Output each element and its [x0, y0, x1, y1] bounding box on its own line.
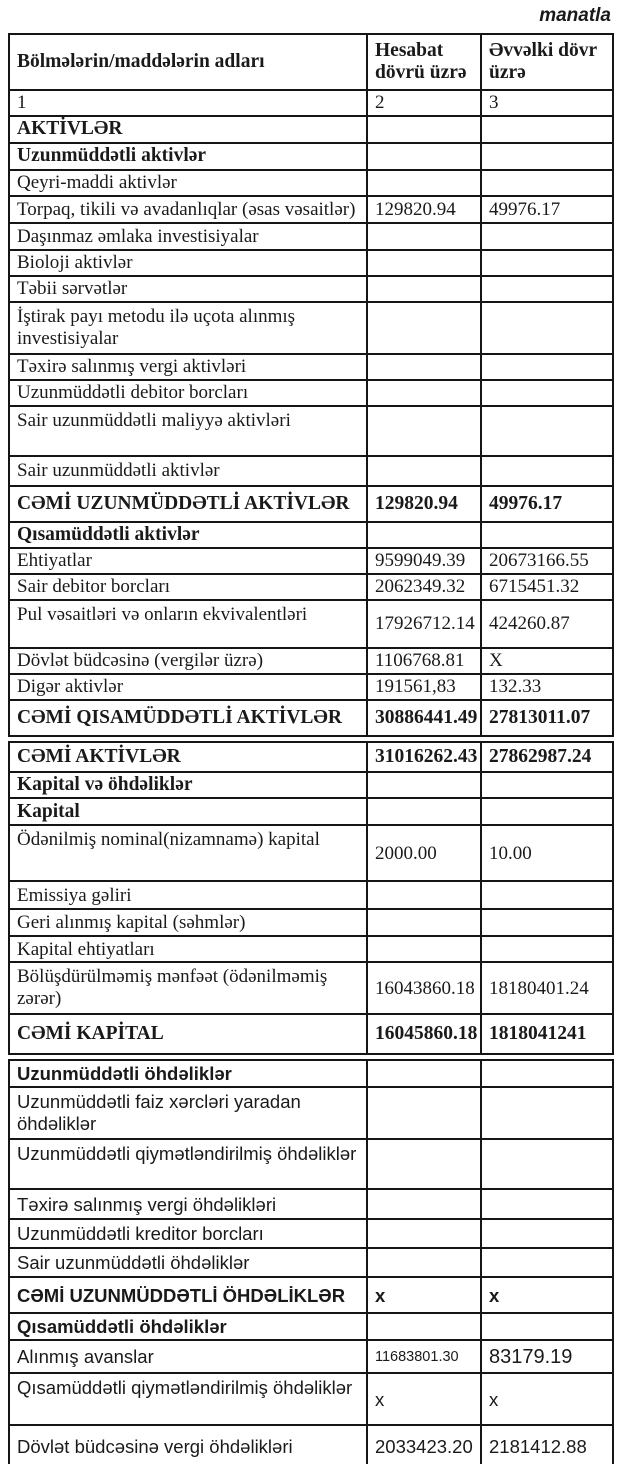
- row-label: CƏMİ KAPİTAL: [9, 1014, 367, 1054]
- value-previous-period: 20673166.55: [481, 548, 613, 574]
- value-previous-period: [481, 223, 613, 250]
- value-previous-period: [481, 909, 613, 936]
- table-row: [9, 380, 613, 406]
- table-row: [9, 170, 613, 196]
- row-label: Uzunmüddətli debitor borcları: [9, 380, 367, 406]
- capital-table: [8, 741, 614, 1055]
- row-label: Torpaq, tikili və avadanlıqlar (əsas vəsaitlər): [9, 196, 367, 223]
- row-label: Kapital: [9, 798, 367, 825]
- row-label: Daşınmaz əmlaka investisiyalar: [9, 223, 367, 250]
- value-previous-period: [481, 1219, 613, 1248]
- row-label: Sair uzunmüddətli aktivlər: [9, 456, 367, 486]
- value-previous-period: [481, 1189, 613, 1219]
- value-current-period: [367, 250, 481, 276]
- row-label: Uzunmüddətli öhdəliklər: [9, 1060, 367, 1087]
- value-previous-period: 49976.17: [481, 486, 613, 522]
- table-row: [9, 962, 613, 1014]
- value-current-period: 16043860.18: [367, 962, 481, 1014]
- table-row: [9, 772, 613, 798]
- value-previous-period: 132.33: [481, 674, 613, 700]
- table-row: [9, 881, 613, 909]
- row-label: Geri alınmış kapital (səhmlər): [9, 909, 367, 936]
- value-current-period: [367, 170, 481, 196]
- value-current-period: [367, 116, 481, 143]
- value-previous-period: [481, 1139, 613, 1189]
- column-number-1: 1: [9, 90, 367, 116]
- row-label: Uzunmüddətli aktivlər: [9, 143, 367, 170]
- value-current-period: [367, 276, 481, 302]
- table-row: [9, 456, 613, 486]
- value-current-period: [367, 772, 481, 798]
- value-current-period: 30886441.49: [367, 700, 481, 736]
- row-label: Uzunmüddətli kreditor borcları: [9, 1219, 367, 1248]
- value-previous-period: 83179.19: [481, 1340, 613, 1373]
- table-row: [9, 1340, 613, 1373]
- value-previous-period: [481, 798, 613, 825]
- row-label: Uzunmüddətli faiz xərcləri yaradan öhdəliklər: [9, 1087, 367, 1139]
- row-label: Digər aktivlər: [9, 674, 367, 700]
- value-previous-period: [481, 1060, 613, 1087]
- table-row: [9, 276, 613, 302]
- table-row: [9, 1060, 613, 1087]
- value-current-period: [367, 909, 481, 936]
- row-label: Bioloji aktivlər: [9, 250, 367, 276]
- table-row: [9, 143, 613, 170]
- value-current-period: [367, 406, 481, 456]
- value-previous-period: 49976.17: [481, 196, 613, 223]
- row-label: Dövlət büdcəsinə vergi öhdəlikləri: [9, 1425, 367, 1464]
- table-row: [9, 196, 613, 223]
- table-header-row: [9, 34, 613, 90]
- value-previous-period: [481, 380, 613, 406]
- value-previous-period: 6715451.32: [481, 574, 613, 600]
- value-current-period: [367, 380, 481, 406]
- value-previous-period: [481, 881, 613, 909]
- row-label: Pul vəsaitləri və onların ekvivalentləri: [9, 600, 367, 648]
- value-previous-period: x: [481, 1373, 613, 1425]
- value-current-period: [367, 798, 481, 825]
- value-current-period: 1106768.81: [367, 648, 481, 674]
- table-row: [9, 825, 613, 881]
- value-current-period: 11683801.30: [367, 1340, 481, 1373]
- row-label: Təbii sərvətlər: [9, 276, 367, 302]
- row-label: Emissiya gəliri: [9, 881, 367, 909]
- table-row: [9, 574, 613, 600]
- table-row: [9, 1139, 613, 1189]
- value-current-period: 16045860.18: [367, 1014, 481, 1054]
- row-label: Ödənilmiş nominal(nizamnamə) kapital: [9, 825, 367, 881]
- table-row: [9, 1087, 613, 1139]
- value-current-period: [367, 223, 481, 250]
- row-label: CƏMİ AKTİVLƏR: [9, 742, 367, 772]
- row-label: Qeyri-maddi aktivlər: [9, 170, 367, 196]
- value-current-period: 129820.94: [367, 486, 481, 522]
- row-label: Təxirə salınmış vergi öhdəlikləri: [9, 1189, 367, 1219]
- table-row: [9, 548, 613, 574]
- liabilities-table-body: [9, 1060, 613, 1464]
- table-row: [9, 936, 613, 962]
- value-previous-period: [481, 456, 613, 486]
- value-previous-period: X: [481, 648, 613, 674]
- table-row: [9, 522, 613, 548]
- column-number-3: 3: [481, 90, 613, 116]
- header-section-names: Bölmələrin/maddələrin adları: [9, 34, 367, 90]
- value-current-period: [367, 1060, 481, 1087]
- value-current-period: [367, 143, 481, 170]
- table-row: [9, 1277, 613, 1313]
- value-previous-period: [481, 250, 613, 276]
- value-previous-period: 424260.87: [481, 600, 613, 648]
- row-label: Təxirə salınmış vergi aktivləri: [9, 354, 367, 380]
- value-current-period: [367, 302, 481, 354]
- column-number-2: 2: [367, 90, 481, 116]
- table-row: [9, 302, 613, 354]
- row-label: Kapital ehtiyatları: [9, 936, 367, 962]
- value-previous-period: [481, 116, 613, 143]
- value-current-period: 2062349.32: [367, 574, 481, 600]
- header-previous-period: Əvvəlki dövr üzrə: [481, 34, 613, 90]
- value-current-period: 9599049.39: [367, 548, 481, 574]
- balance-sheet-document: [8, 33, 612, 1464]
- table-row: [9, 1189, 613, 1219]
- value-current-period: 129820.94: [367, 196, 481, 223]
- table-row: [9, 700, 613, 736]
- value-current-period: [367, 1219, 481, 1248]
- value-previous-period: [481, 302, 613, 354]
- row-label: AKTİVLƏR: [9, 116, 367, 143]
- table-row: [9, 1373, 613, 1425]
- table-row: [9, 1248, 613, 1277]
- table-row: [9, 674, 613, 700]
- value-current-period: x: [367, 1277, 481, 1313]
- value-current-period: [367, 1139, 481, 1189]
- value-current-period: [367, 522, 481, 548]
- row-label: Ehtiyatlar: [9, 548, 367, 574]
- row-label: Qısamüddətli aktivlər: [9, 522, 367, 548]
- value-previous-period: 27862987.24: [481, 742, 613, 772]
- table-row: [9, 1219, 613, 1248]
- table-row: [9, 250, 613, 276]
- assets-table: [8, 33, 614, 737]
- value-current-period: [367, 936, 481, 962]
- row-label: İştirak payı metodu ilə uçota alınmış investisiyalar: [9, 302, 367, 354]
- value-current-period: [367, 1189, 481, 1219]
- row-label: Qısamüddətli qiymətləndirilmiş öhdəliklər: [9, 1373, 367, 1425]
- row-label: Kapital və öhdəliklər: [9, 772, 367, 798]
- table-row: [9, 600, 613, 648]
- table-row: [9, 223, 613, 250]
- row-label: CƏMİ UZUNMÜDDƏTLİ ÖHDƏLİKLƏR: [9, 1277, 367, 1313]
- value-previous-period: [481, 936, 613, 962]
- value-previous-period: [481, 354, 613, 380]
- row-label: Alınmış avanslar: [9, 1340, 367, 1373]
- row-label: CƏMİ UZUNMÜDDƏTLİ AKTİVLƏR: [9, 486, 367, 522]
- value-current-period: 191561,83: [367, 674, 481, 700]
- table-row: [9, 909, 613, 936]
- value-previous-period: [481, 276, 613, 302]
- value-previous-period: 18180401.24: [481, 962, 613, 1014]
- liabilities-table: [8, 1059, 614, 1464]
- value-previous-period: 27813011.07: [481, 700, 613, 736]
- table-row: [9, 1014, 613, 1054]
- value-current-period: [367, 1087, 481, 1139]
- table-row: [9, 116, 613, 143]
- value-previous-period: 1818041241: [481, 1014, 613, 1054]
- value-previous-period: [481, 1248, 613, 1277]
- capital-table-body: [9, 742, 613, 1054]
- value-previous-period: [481, 406, 613, 456]
- table-row: [9, 354, 613, 380]
- value-current-period: x: [367, 1373, 481, 1425]
- header-reporting-period: Hesabat dövrü üzrə: [367, 34, 481, 90]
- value-previous-period: 10.00: [481, 825, 613, 881]
- value-current-period: [367, 1248, 481, 1277]
- value-current-period: [367, 1313, 481, 1340]
- value-current-period: 31016262.43: [367, 742, 481, 772]
- row-label: Dövlət büdcəsinə (vergilər üzrə): [9, 648, 367, 674]
- value-current-period: [367, 456, 481, 486]
- table-row: [9, 486, 613, 522]
- assets-table-body: [9, 116, 613, 736]
- value-previous-period: [481, 1313, 613, 1340]
- table-row: [9, 742, 613, 772]
- row-label: Qısamüddətli öhdəliklər: [9, 1313, 367, 1340]
- value-current-period: [367, 881, 481, 909]
- table-row: [9, 1313, 613, 1340]
- table-row: [9, 798, 613, 825]
- currency-note: manatla: [539, 5, 611, 26]
- row-label: Sair uzunmüddətli öhdəliklər: [9, 1248, 367, 1277]
- value-current-period: 2033423.20: [367, 1425, 481, 1464]
- row-label: Bölüşdürülməmiş mənfəət (ödənilməmiş zərər): [9, 962, 367, 1014]
- value-previous-period: [481, 772, 613, 798]
- table-row: [9, 648, 613, 674]
- value-previous-period: [481, 143, 613, 170]
- value-current-period: [367, 354, 481, 380]
- row-label: Uzunmüddətli qiymətləndirilmiş öhdəliklər: [9, 1139, 367, 1189]
- value-previous-period: [481, 170, 613, 196]
- row-label: CƏMİ QISAMÜDDƏTLİ AKTİVLƏR: [9, 700, 367, 736]
- value-previous-period: x: [481, 1277, 613, 1313]
- table-row: [9, 1425, 613, 1464]
- row-label: Sair debitor borcları: [9, 574, 367, 600]
- row-label: Sair uzunmüddətli maliyyə aktivləri: [9, 406, 367, 456]
- column-number-row: [9, 90, 613, 116]
- value-previous-period: [481, 1087, 613, 1139]
- table-row: [9, 406, 613, 456]
- value-current-period: 2000.00: [367, 825, 481, 881]
- value-previous-period: 2181412.88: [481, 1425, 613, 1464]
- value-current-period: 17926712.14: [367, 600, 481, 648]
- value-previous-period: [481, 522, 613, 548]
